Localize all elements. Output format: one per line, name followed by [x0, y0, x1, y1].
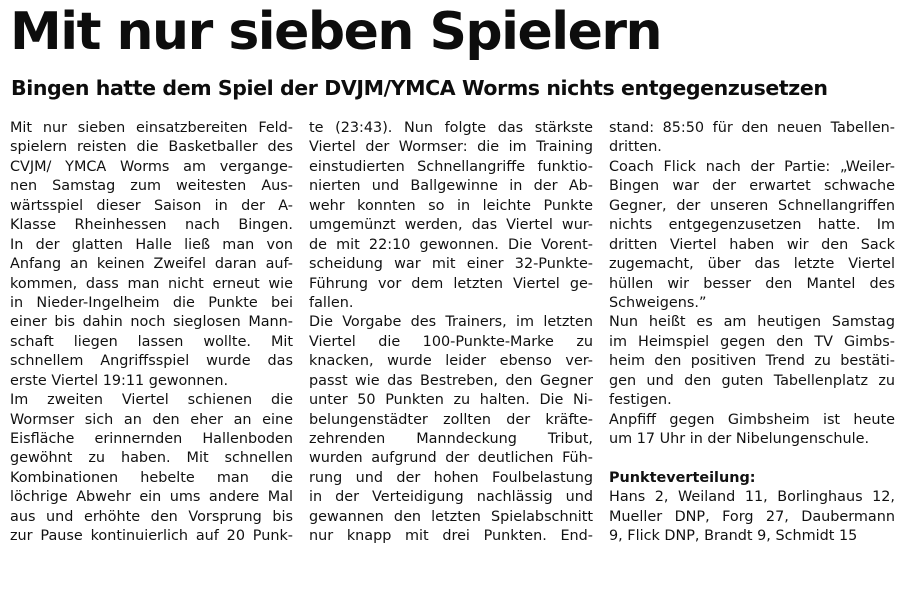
text-line: zugemacht, über das letzte Viertel — [609, 256, 895, 273]
text-line: wurden aufgrund der deutlichen Füh- — [309, 450, 593, 467]
text-line: 9, Flick DNP, Brandt 9, Schmidt 15 — [609, 528, 858, 545]
text-line: belungenstädter zollten der kräfte- — [309, 411, 593, 428]
text-line: umgemünzt werden, das Viertel wur- — [309, 217, 593, 234]
text-line: zehrenden Manndeckung Tribut, — [309, 431, 593, 447]
text-line: in Nieder-Ingelheim die Punkte bei — [10, 294, 293, 311]
text-line: Viertel der Wormser: die im Training — [309, 139, 593, 156]
text-line: erste Viertel 19:11 gewonnen. — [10, 372, 229, 389]
text-line: nen Samstag zum weitesten Aus- — [10, 178, 293, 195]
text-line: CVJM/ YMCA Worms am vergange- — [10, 158, 293, 175]
text-line: festigen. — [609, 392, 672, 409]
text-line: gen und den guten Tabellenplatz zu — [609, 372, 895, 389]
text-line: Im zweiten Viertel schienen die — [10, 392, 293, 409]
text-line: spielern reisten die Basketballer des — [10, 139, 293, 156]
text-line: Bingen war der erwartet schwache — [609, 178, 895, 195]
text-line: Mit nur sieben einsatzbereiten Feld- — [10, 120, 293, 136]
text-line: wehr konnten so in leichte Punkte — [309, 197, 593, 214]
text-line: rung und der hohen Foulbelastung — [309, 469, 593, 486]
text-line: im Heimspiel gegen den TV Gimbs- — [609, 333, 895, 350]
text-line: schaft liegen lassen wollte. Mit — [10, 333, 293, 350]
text-line: Anpfiff gegen Gimbsheim ist heute — [609, 411, 895, 428]
text-line: zur Pause kontinuierlich auf 20 Punk- — [10, 528, 293, 545]
text-line: Nun heißt es am heutigen Samstag — [609, 314, 895, 331]
text-line: knacken, wurde leider ebenso ver- — [309, 353, 593, 370]
text-line: Führung vor dem letzten Viertel ge- — [309, 275, 593, 292]
text-line: kommen, dass man nicht erneut wie — [10, 275, 293, 292]
text-line: Mueller DNP, Forg 27, Daubermann — [609, 508, 895, 525]
text-line: gewöhnt zu haben. Mit schnellen — [10, 450, 293, 467]
text-line: einer bis dahin noch sieglosen Mann- — [10, 314, 293, 331]
text-line: dritten. — [609, 139, 662, 156]
text-line: löchrige Abwehr ein ums andere Mal — [10, 489, 293, 506]
text-line: heim den positiven Trend zu bestäti- — [609, 353, 895, 370]
text-line: schnellem Angriffsspiel wurde das — [10, 353, 293, 370]
text-line: Gegner, der unseren Schnellangriffen — [609, 197, 895, 214]
text-line: nur knapp mit drei Punkten. End- — [309, 528, 593, 545]
text-line: Anfang an keinen Zweifel daran auf- — [10, 256, 293, 273]
text-line: Viertel die 100-Punkte-Marke zu — [309, 333, 593, 350]
article-column-1 — [10, 119, 293, 597]
text-line: Klasse Rheinhessen nach Bingen. — [10, 217, 293, 234]
text-line: fallen. — [309, 294, 354, 311]
text-line: Wormser sich an den eher an eine — [10, 411, 293, 428]
article-column-2 — [309, 119, 593, 597]
paragraph-gap — [609, 449, 895, 468]
text-line: hüllen wir besser den Mantel des — [609, 275, 895, 292]
text-line: passt wie das Bestreben, den Gegner — [309, 372, 593, 389]
text-line: In der glatten Halle ließ man von — [10, 236, 293, 253]
text-line: de mit 22:10 gewonnen. Die Vorent- — [309, 236, 593, 253]
text-line: aus und erhöhte den Vorsprung bis — [10, 508, 293, 525]
text-line: Schweigens.” — [609, 294, 707, 311]
text-line: Coach Flick nach der Partie: „Weiler- — [609, 158, 895, 175]
text-line: scheidung war mit einer 32-Punkte- — [309, 256, 593, 273]
text-line: um 17 Uhr in der Nibelungenschule. — [609, 431, 870, 447]
text-line: nichts entgegenzusetzen hatte. Im — [609, 217, 895, 234]
article-column-3 — [609, 119, 895, 597]
text-line: dritten Viertel haben wir den Sack — [609, 236, 895, 253]
subheadline: Bingen hatte dem Spiel der DVJM/YMCA Worms nichts entgegenzusetzen — [11, 76, 828, 100]
section-heading: Punkteverteilung: — [609, 469, 756, 486]
text-line: einstudierten Schnellangriffe funktio- — [309, 158, 593, 175]
text-line: in der Verteidigung nachlässig und — [309, 489, 593, 506]
text-line: te (23:43). Nun folgte das stärkste — [309, 120, 593, 136]
text-line: wärtsspiel dieser Saison in der A- — [10, 197, 293, 214]
text-line: Kombinationen hebelte man die — [10, 469, 293, 486]
text-line: Die Vorgabe des Trainers, im letzten — [309, 314, 593, 331]
text-line: Eisfläche erinnernden Hallenboden — [10, 431, 293, 447]
text-line: unter 50 Punkten zu halten. Die Ni- — [309, 392, 593, 409]
text-line: nierten und Ballgewinne in der Ab- — [309, 178, 593, 195]
headline: Mit nur sieben Spielern — [10, 2, 661, 62]
text-line: gewannen den letzten Spielabschnitt — [309, 508, 593, 525]
text-line: stand: 85:50 für den neuen Tabellen- — [609, 120, 895, 136]
text-line: Hans 2, Weiland 11, Borlinghaus 12, — [609, 489, 895, 506]
